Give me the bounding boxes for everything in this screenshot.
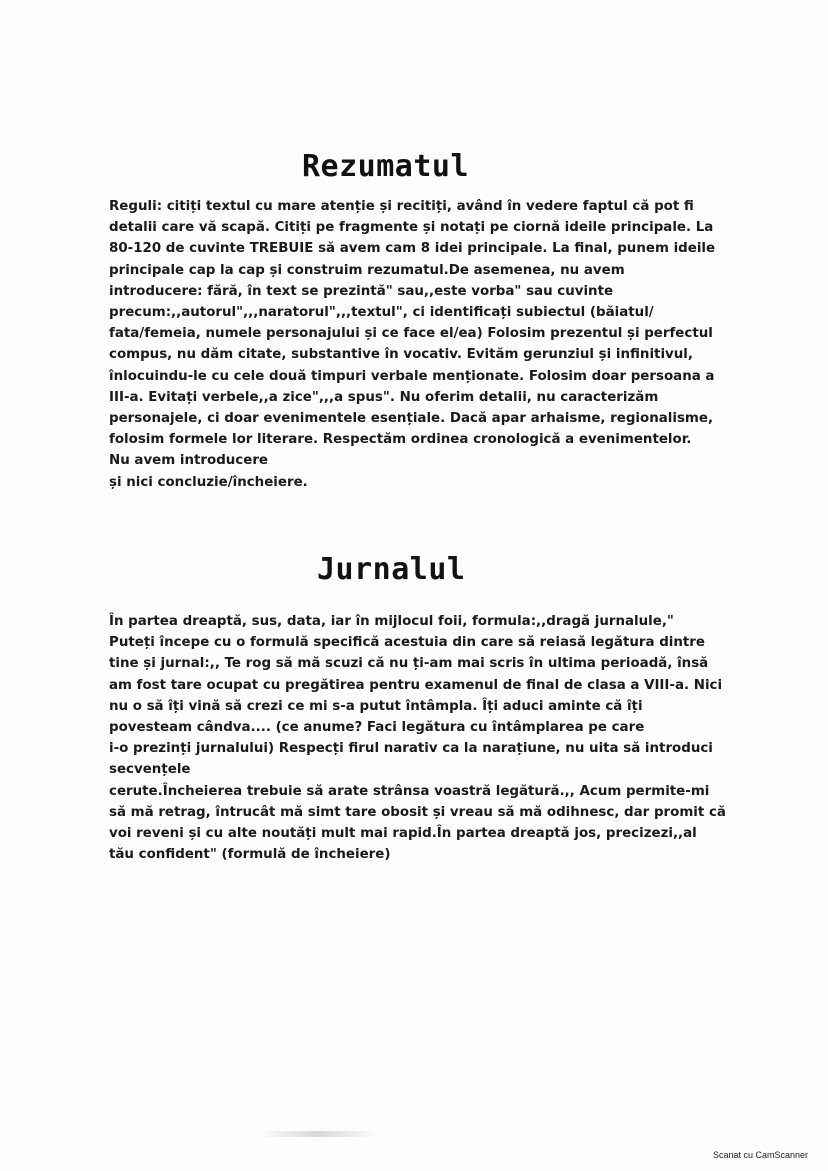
- text-line: și nici concluzie/încheiere.: [109, 474, 308, 490]
- text-line: tău confident" (formulă de încheiere): [109, 847, 391, 863]
- text-line: fata/femeia, numele personajului și ce face el/ea) Folosim prezentul și perfectul: [109, 326, 713, 342]
- scan-smudge: [258, 1131, 378, 1137]
- scanner-watermark: Scanat cu CamScanner: [712, 1150, 808, 1160]
- text-line: tine și jurnal:,, Te rog să mă scuzi că nu ți-am mai scris în ultima perioadă, însă: [109, 656, 709, 672]
- heading-rezumatul: Rezumatul: [302, 149, 470, 184]
- text-line: cerute.Încheierea trebuie să arate strânsa voastră legătură.,, Acum permite-mi: [109, 783, 710, 799]
- text-line: voi reveni și cu alte noutăți mult mai rapid.În partea dreaptă jos, precizezi,,al: [109, 826, 697, 842]
- text-line: compus, nu dăm citate, substantive în vocativ. Evităm gerunziul și infinitivul,: [109, 347, 693, 363]
- text-line: În partea dreaptă, sus, data, iar în mijlocul foii, formula:,,dragă jurnalule,": [109, 614, 674, 629]
- text-line: înlocuindu-le cu cele două timpuri verbale menționate. Folosim doar persoana a: [109, 368, 715, 384]
- text-line: detalii care vă scapă. Citiți pe fragmente și notați pe ciornă ideile principale. La: [109, 220, 714, 236]
- text-line: III-a. Evitați verbele,,a zice",,,a spus". Nu oferim detalii, nu caracterizăm: [109, 389, 659, 405]
- text-line: am fost tare ocupat cu pregătirea pentru examenul de final de clasa a VIII-a. Nici: [109, 677, 723, 693]
- text-line: Reguli: citiți textul cu mare atenție și recitiți, având în vedere faptul că pot fi: [109, 199, 694, 214]
- text-line: Nu avem introducere: [109, 453, 269, 469]
- text-line: personajele, ci doar evenimentele esențiale. Dacă apar arhaisme, regionalisme,: [109, 411, 714, 427]
- text-line: secvențele: [109, 762, 191, 778]
- text-line: Puteți începe cu o formulă specifică acestuia din care să reiasă legătura dintre: [109, 635, 705, 651]
- heading-jurnalul: Jurnalul: [317, 552, 466, 587]
- text-line: 80-120 de cuvinte TREBUIE să avem cam 8 idei principale. La final, punem ideile: [109, 241, 716, 257]
- paragraph-rezumatul: [109, 196, 719, 493]
- text-line: i-o prezinți jurnalului) Respecți firul narativ ca la narațiune, nu uita să introduci: [109, 741, 713, 757]
- paragraph-jurnalul: [109, 611, 734, 865]
- text-line: folosim formele lor literare. Respectăm ordinea cronologică a evenimentelor.: [109, 432, 692, 448]
- text-line: precum:,,autorul",,,naratorul",,,textul", ci identificați subiectul (băiatul/: [109, 305, 654, 321]
- text-line: nu o să îți vină să crezi ce mi s-a putut întâmpla. Îți aduci aminte că îți: [109, 698, 643, 714]
- text-line: povesteam cândva.... (ce anume? Faci legătura cu întâmplarea pe care: [109, 720, 645, 736]
- text-line: principale cap la cap și construim rezumatul.De asemenea, nu avem: [109, 262, 625, 278]
- text-line: să mă retrag, întrucât mă simt tare obosit și vreau să mă odihnesc, dar promit că: [109, 804, 726, 820]
- text-line: introducere: fără, în text se prezintă" sau,,este vorba" sau cuvinte: [109, 283, 614, 299]
